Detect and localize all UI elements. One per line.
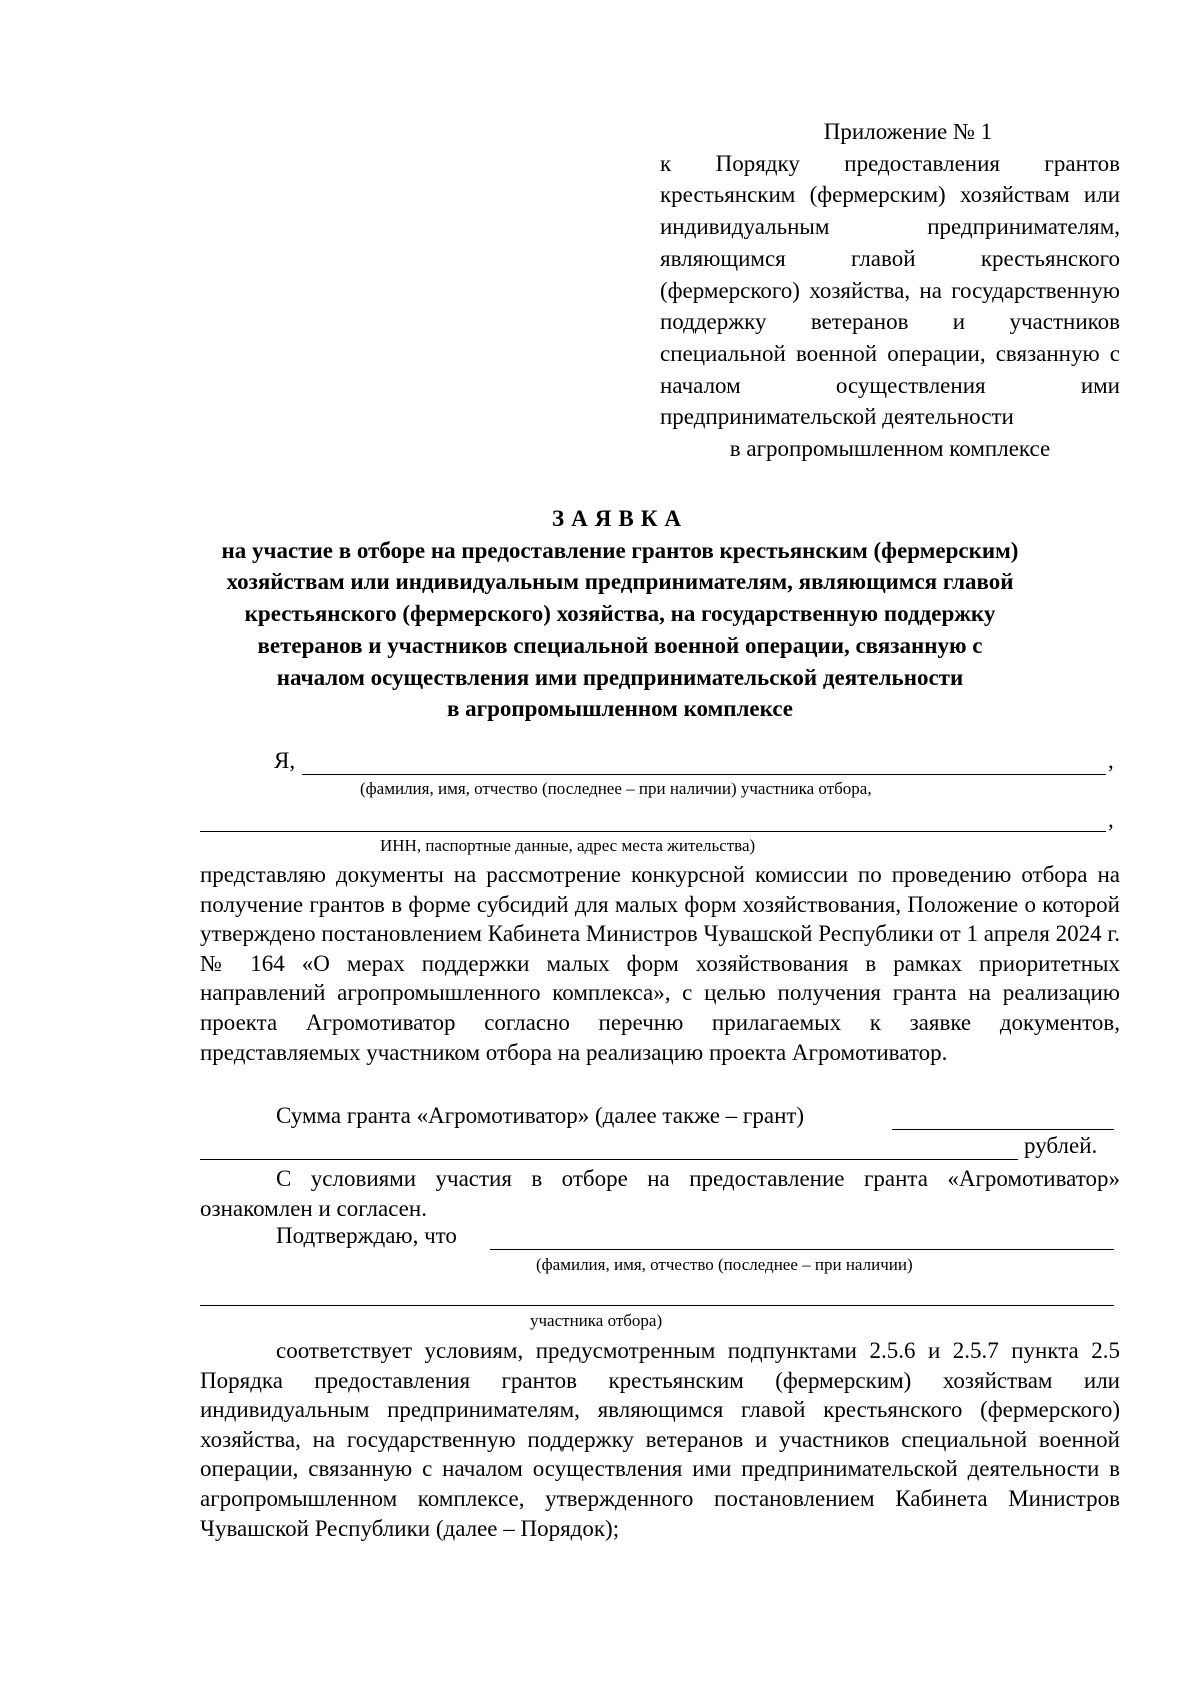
grant-sum-field[interactable] bbox=[892, 1129, 1114, 1130]
appendix-block bbox=[660, 116, 1120, 465]
title-line-6: в агропромышленном комплексе bbox=[446, 696, 794, 722]
title-line-4: ветеранов и участников специальной военной операции, связанную с bbox=[257, 632, 983, 658]
appendix-text: к Порядку предоставления грантов крестьянским (фермерским) хозяйствам или индивидуальным предпринимателям, являющимся главой крестьянского (фермерского) хозяйства, на государственную поддержку ветеранов и участников специальной военной операции, связанную с началом осуществления ими предпринимательской деятельности bbox=[660, 150, 1120, 430]
hint-participant: участника отбора) bbox=[530, 1311, 663, 1330]
grant-sum-label: Сумма гранта «Агромотиватор» (далее также – грант) bbox=[276, 1103, 805, 1128]
appendix-number: Приложение № 1 bbox=[823, 119, 993, 144]
title-line-1: на участие в отборе на предоставление грантов крестьянским (фермерским) bbox=[221, 537, 1019, 563]
applicant-inn-field[interactable] bbox=[200, 831, 1106, 832]
confirm-name-field[interactable] bbox=[490, 1249, 1114, 1250]
application-heading: ЗАЯВКА bbox=[552, 506, 688, 531]
comma-2: , bbox=[1108, 807, 1114, 832]
hint-inn: ИНН, паспортные данные, адрес места жительства) bbox=[380, 836, 756, 855]
rubles-label: рублей. bbox=[1024, 1133, 1098, 1158]
i-prefix: Я, bbox=[274, 748, 296, 773]
paragraph-compliance: соответствует условиям, предусмотренным подпунктами 2.5.6 и 2.5.7 пункта 2.5 Порядка предоставления грантов крестьянским (фермерским) хозяйствам или индивидуальным предпринимателям, являющимся главой крестьянского (фермерского) хозяйства, на государственную поддержку ветеранов и участников специальной военной операции, связанную с началом осуществления ими предпринимательской деятельности в агропромышленном комплексе, утвержденного постановлением Кабинета Министров Чувашской Республики (далее – Порядок); bbox=[200, 1338, 1120, 1541]
confirm-participant-field[interactable] bbox=[200, 1305, 1114, 1306]
hint-applicant-name: (фамилия, имя, отчество (последнее – при наличии) участника отбора, bbox=[360, 779, 872, 798]
paragraph-conditions: С условиями участия в отборе на предоставление гранта «Агромотиватор» ознакомлен и согласен. bbox=[200, 1166, 1120, 1221]
confirm-label: Подтверждаю, что bbox=[276, 1223, 457, 1248]
application-title-block bbox=[190, 503, 1050, 725]
title-line-3: крестьянского (фермерского) хозяйства, на государственную поддержку bbox=[244, 601, 996, 627]
paragraph-documents: представляю документы на рассмотрение конкурсной комиссии по проведению отбора на получение грантов в форме субсидий для малых форм хозяйствования, Положение о которой утверждено постановлением Кабинета Министров Чувашской Республики от 1 апреля 2024 г. № 164 «О мерах поддержки малых форм хозяйствования в рамках приоритетных направлений агропромышленного комплекса», с целью получения гранта на реализацию проекта Агромотиватор согласно перечню прилагаемых к заявке документов, представляемых участником отбора на реализацию проекта Агромотиватор. bbox=[200, 862, 1120, 1065]
grant-sum-field-continued[interactable] bbox=[200, 1159, 1018, 1160]
comma-1: , bbox=[1108, 748, 1114, 773]
hint-confirm-name: (фамилия, имя, отчество (последнее – при наличии) bbox=[536, 1255, 913, 1274]
title-line-2: хозяйствам или индивидуальным предпринимателям, являющимся главой bbox=[226, 569, 1014, 595]
applicant-name-field[interactable] bbox=[302, 774, 1106, 775]
appendix-last-line: в агропромышленном комплексе bbox=[729, 436, 1051, 462]
title-line-5: началом осуществления ими предпринимательской деятельности bbox=[276, 664, 964, 690]
